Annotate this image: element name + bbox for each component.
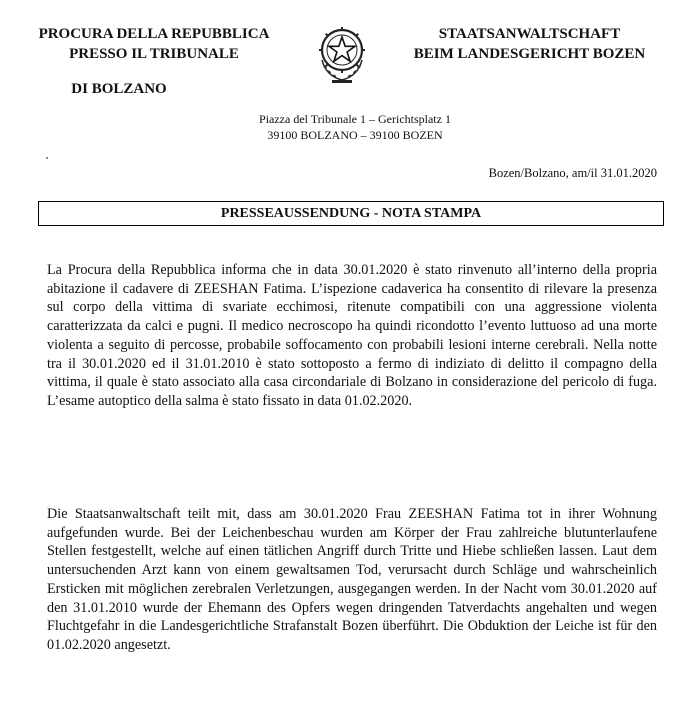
body-paragraph-german: Die Staatsanwaltschaft teilt mit, dass am 30.01.2020 Frau ZEESHAN Fatima tot in ihrer Wohnung aufgefunden wurde. Bei der Leichenbeschau wurden am Körper der Frau zahlreiche blutunterlaufene Stellen festgestellt, welche auf einen tätlichen Angriff durch Tritte und Hiebe schließen lassen. Laut dem untersuchenden Arzt kann von einem gewaltsamen Tod, verursacht durch Schläge und wahrscheinlich Ersticken mit möglichen zerebralen Verletzungen, ausgegangen werden. In der Nacht vom 30.01.2020 auf den 31.01.2010 wurde der Ehemann des Opfers wegen dringenden Tatverdachts angehalten und wegen Fluchtgefahr in die Landesgerichtliche Strafanstalt Bozen überführt. Die Obduktion der Leiche ist für den 01.02.2020 angesetzt. [47,506,657,653]
date-line: Bozen/Bolzano, am/il 31.01.2020 [488,166,657,180]
scan-speck [46,157,48,159]
press-release-title-text: PRESSEAUSSENDUNG - NOTA STAMPA [220,205,482,221]
header-right-line2: BEIM LANDESGERICHT BOZEN [413,46,646,62]
header-issuer-german [392,24,667,64]
address-line2: 39100 BOLZANO – 39100 BOZEN [267,128,443,142]
italian-republic-emblem-icon [312,20,372,86]
body-paragraph-italian: La Procura della Repubblica informa che in data 30.01.2020 è stato rinvenuto all’interno della propria abitazione il cadavere di ZEESHAN Fatima. L’ispezione cadaverica ha consentito di rilevare la presenza sul corpo della vittima di svariate ecchimosi, ritenute compatibili con una aggressione violenta caratterizzata da calci e pugni. Il medico necroscopo ha quindi ricondotto l’evento luttuoso ad una morte violenta a seguito di percosse, probabile soffocamento con probabili lesioni interne cerebrali. Nella notte tra il 30.01.2020 ed il 31.01.2010 è stato sottoposto a fermo di indiziato di delitto il compagno della vittima, il quale è stato associato alla casa circondariale di Bolzano in considerazione del pericolo di fuga. L’esame autoptico della salma è stato fissato in data 01.02.2020. [47,262,657,409]
header-left-line2: PRESSO IL TRIBUNALE [69,46,239,62]
header-left-line1: PROCURA DELLA REPUBBLICA [38,26,270,42]
press-release-title [38,201,664,226]
header-left-line3: DI BOLZANO [71,81,167,97]
address-line1: Piazza del Tribunale 1 – Gerichtsplatz 1 [259,112,451,126]
address-block [200,111,510,143]
header-right-line1: STAATSANWALTSCHAFT [438,26,621,42]
header-issuer-italian [14,24,294,99]
